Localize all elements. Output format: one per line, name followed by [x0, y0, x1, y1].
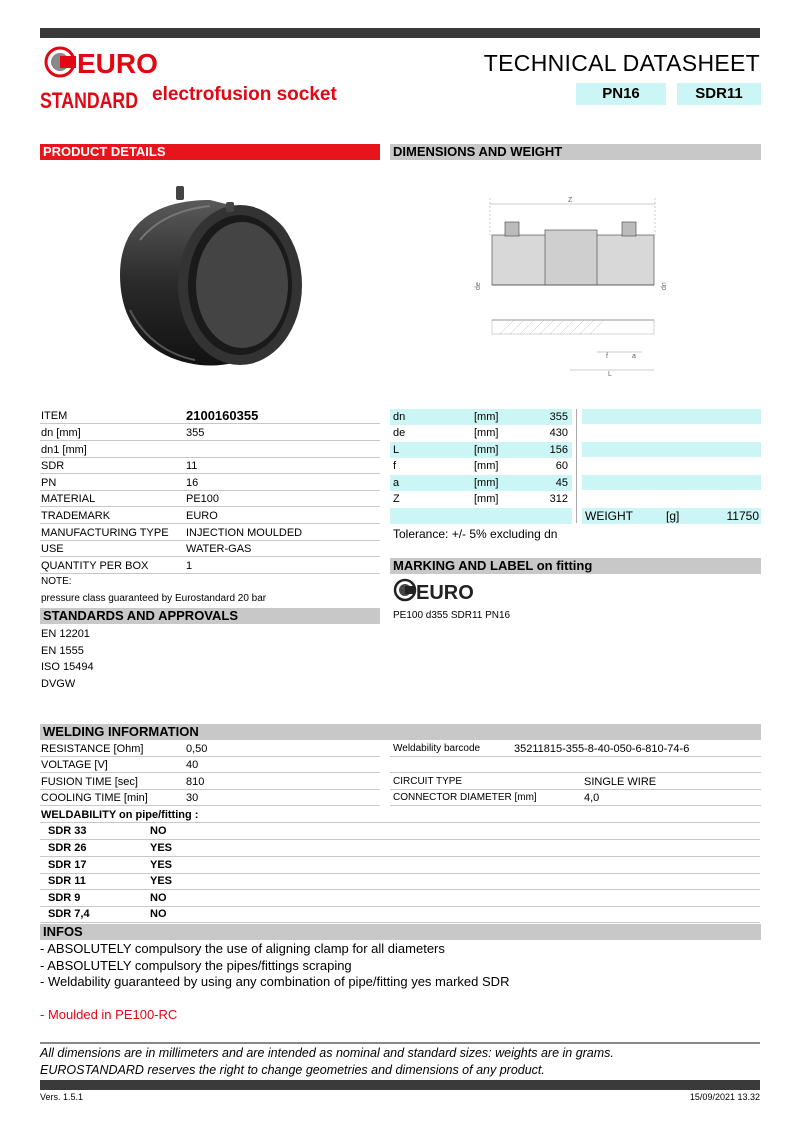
detail-value: WATER-GAS — [186, 543, 252, 555]
logo-text-euro: EURO — [77, 48, 158, 79]
dimension-row — [390, 409, 572, 425]
note-label: NOTE: — [41, 576, 72, 587]
sdr-badge: SDR11 — [677, 83, 761, 105]
detail-value: INJECTION MOULDED — [186, 527, 303, 539]
sdr-label: SDR 17 — [48, 859, 87, 871]
detail-key: MANUFACTURING TYPE — [41, 527, 169, 539]
logo-text-standard: STANDARD — [40, 88, 138, 113]
welding-row-empty — [390, 757, 761, 773]
info-line: - ABSOLUTELY compulsory the pipes/fittings scraping — [40, 958, 352, 973]
standard-item: EN 1555 — [41, 645, 84, 657]
moulded-note: - Moulded in PE100-RC — [40, 1007, 178, 1022]
welding-value: 810 — [186, 776, 205, 788]
tolerance-note: Tolerance: +/- 5% excluding dn — [393, 527, 558, 541]
drawing-label-dn: dn — [661, 282, 668, 290]
detail-value: 1 — [186, 560, 193, 572]
barcode-label: Weldability barcode — [393, 743, 481, 754]
dim-unit: [mm] — [474, 444, 499, 456]
dimension-extra-cell — [582, 409, 761, 424]
infos-header: INFOS — [40, 924, 761, 940]
detail-key: dn [mm] — [41, 427, 81, 439]
dim-value: 430 — [549, 427, 568, 439]
drawing-label-a: a — [632, 353, 636, 360]
drawing-label-l: L — [608, 371, 612, 378]
weldability-header: WELDABILITY on pipe/fitting : — [40, 807, 760, 823]
detail-row — [40, 491, 380, 507]
detail-key: SDR — [41, 460, 65, 472]
weight-value: 11750 — [726, 509, 759, 523]
sdr-label: SDR 9 — [48, 892, 81, 904]
standard-item: ISO 15494 — [41, 661, 94, 673]
circuit-label: CIRCUIT TYPE — [393, 776, 463, 787]
sdr-label: SDR 7,4 — [48, 908, 90, 920]
welding-key: RESISTANCE [Ohm] — [41, 743, 144, 755]
barcode-row — [390, 741, 761, 757]
dimension-row — [390, 458, 572, 474]
dim-key: dn — [393, 411, 406, 423]
weldability-row — [40, 906, 760, 923]
detail-key: MATERIAL — [41, 493, 96, 505]
detail-value: PE100 — [186, 493, 220, 505]
sdr-value: YES — [150, 875, 173, 887]
dimensions-weight-header: DIMENSIONS AND WEIGHT — [390, 144, 761, 160]
marking-logo-text: EURO — [416, 582, 474, 604]
weight-label: WEIGHT — [585, 509, 633, 523]
dim-key: de — [393, 427, 406, 439]
dim-value: 45 — [555, 477, 568, 489]
detail-key: dn1 [mm] — [41, 444, 87, 456]
detail-row-item — [40, 408, 380, 424]
sdr-label: SDR 26 — [48, 842, 87, 854]
welding-key: VOLTAGE [V] — [41, 759, 108, 771]
drawing-label-z: Z — [568, 197, 573, 204]
dimension-row — [390, 475, 572, 491]
sdr-value: YES — [150, 842, 173, 854]
dim-unit: [mm] — [474, 477, 499, 489]
weldability-row — [40, 873, 760, 890]
sdr-value: NO — [150, 892, 167, 904]
detail-row — [40, 525, 380, 541]
sdr-label: SDR 11 — [48, 875, 86, 887]
detail-value: EURO — [186, 510, 218, 522]
detail-row — [40, 558, 380, 574]
dim-unit: [mm] — [474, 411, 499, 423]
info-line: - ABSOLUTELY compulsory the use of aligning clamp for all diameters — [40, 941, 445, 956]
welding-value: 40 — [186, 759, 199, 771]
dim-unit: [mm] — [474, 460, 499, 472]
connector-label: CONNECTOR DIAMETER [mm] — [393, 792, 537, 803]
detail-row — [40, 508, 380, 524]
dim-value: 355 — [549, 411, 568, 423]
welding-row — [40, 757, 380, 773]
sdr-value: NO — [150, 908, 167, 920]
dim-key: f — [393, 460, 397, 472]
dimension-extra-cell — [582, 475, 761, 490]
dim-value: 156 — [549, 444, 568, 456]
sdr-label: SDR 33 — [48, 825, 87, 837]
footer-divider — [40, 1042, 760, 1044]
marking-text: PE100 d355 SDR11 PN16 — [393, 610, 511, 621]
welding-header: WELDING INFORMATION — [40, 724, 761, 740]
welding-row — [40, 790, 380, 806]
connector-row — [390, 790, 761, 806]
detail-value: 11 — [186, 460, 198, 472]
detail-row — [40, 475, 380, 491]
circuit-value: SINGLE WIRE — [584, 776, 657, 788]
dim-value: 60 — [555, 460, 568, 472]
version-label: Vers. 1.5.1 — [40, 1092, 84, 1102]
product-details-header: PRODUCT DETAILS — [40, 144, 380, 160]
standard-item: EN 12201 — [41, 628, 90, 640]
weight-unit: [g] — [666, 509, 680, 523]
pn-badge: PN16 — [576, 83, 666, 105]
euro-marking-logo — [394, 578, 474, 604]
product-name: electrofusion socket — [152, 84, 337, 105]
marking-header: MARKING AND LABEL on fitting — [390, 558, 761, 574]
drawing-label-de: de — [475, 282, 482, 290]
eurostandard-logo — [40, 46, 158, 113]
technical-drawing — [470, 190, 680, 380]
top-bar — [40, 28, 760, 38]
note-text: pressure class guaranteed by Eurostandard 20 bar — [41, 593, 267, 604]
product-image — [100, 180, 320, 380]
detail-value: 355 — [186, 427, 205, 439]
welding-key: FUSION TIME [sec] — [41, 776, 138, 788]
detail-row — [40, 541, 380, 557]
dimension-row — [390, 491, 572, 507]
welding-value: 30 — [186, 792, 199, 804]
drawing-label-f: f — [606, 353, 608, 360]
dimension-row — [390, 425, 572, 441]
weldability-row — [40, 840, 760, 857]
welding-value: 0,50 — [186, 743, 208, 755]
welding-row — [40, 774, 380, 790]
sdr-value: NO — [150, 825, 167, 837]
footer-note-line2: EUROSTANDARD reserves the right to change geometries and dimensions of any product. — [40, 1063, 545, 1077]
weldability-row — [40, 823, 760, 840]
dim-unit: [mm] — [474, 427, 499, 439]
dim-unit: [mm] — [474, 493, 499, 505]
dimension-row — [390, 442, 572, 458]
bottom-bar — [40, 1080, 760, 1090]
detail-row — [40, 425, 380, 441]
item-code: 2100160355 — [186, 408, 259, 423]
dim-value: 312 — [549, 493, 568, 505]
detail-key: QUANTITY PER BOX — [41, 560, 149, 572]
detail-key: USE — [41, 543, 64, 555]
weldability-row — [40, 890, 760, 907]
dim-key: L — [393, 444, 400, 456]
welding-key: COOLING TIME [min] — [41, 792, 148, 804]
detail-key: ITEM — [41, 410, 68, 422]
connector-value: 4,0 — [584, 792, 600, 804]
dimension-row-empty — [390, 508, 572, 524]
barcode-value: 35211815-355-8-40-050-6-810-74-6 — [514, 743, 690, 755]
standards-header: STANDARDS AND APPROVALS — [40, 608, 380, 624]
detail-key: TRADEMARK — [41, 510, 111, 522]
dimension-divider — [576, 409, 577, 523]
detail-row — [40, 458, 380, 474]
weight-row — [582, 508, 761, 524]
footer-note-line1: All dimensions are in millimeters and are intended as nominal and standard sizes: weights are in grams. — [40, 1046, 614, 1060]
info-line: - Weldability guaranteed by using any combination of pipe/fitting yes marked SDR — [40, 974, 510, 989]
detail-value: 16 — [186, 477, 199, 489]
dim-key: a — [393, 477, 400, 489]
dimension-extra-cell — [582, 442, 761, 457]
detail-key: PN — [41, 477, 57, 489]
circuit-row — [390, 774, 761, 790]
timestamp: 15/09/2021 13.32 — [689, 1092, 760, 1102]
detail-row — [40, 442, 380, 458]
weldability-row — [40, 857, 760, 874]
welding-row — [40, 741, 380, 757]
dim-key: Z — [393, 493, 400, 505]
document-title: TECHNICAL DATASHEET — [483, 50, 760, 76]
sdr-value: YES — [150, 859, 173, 871]
standard-item: DVGW — [41, 678, 76, 690]
